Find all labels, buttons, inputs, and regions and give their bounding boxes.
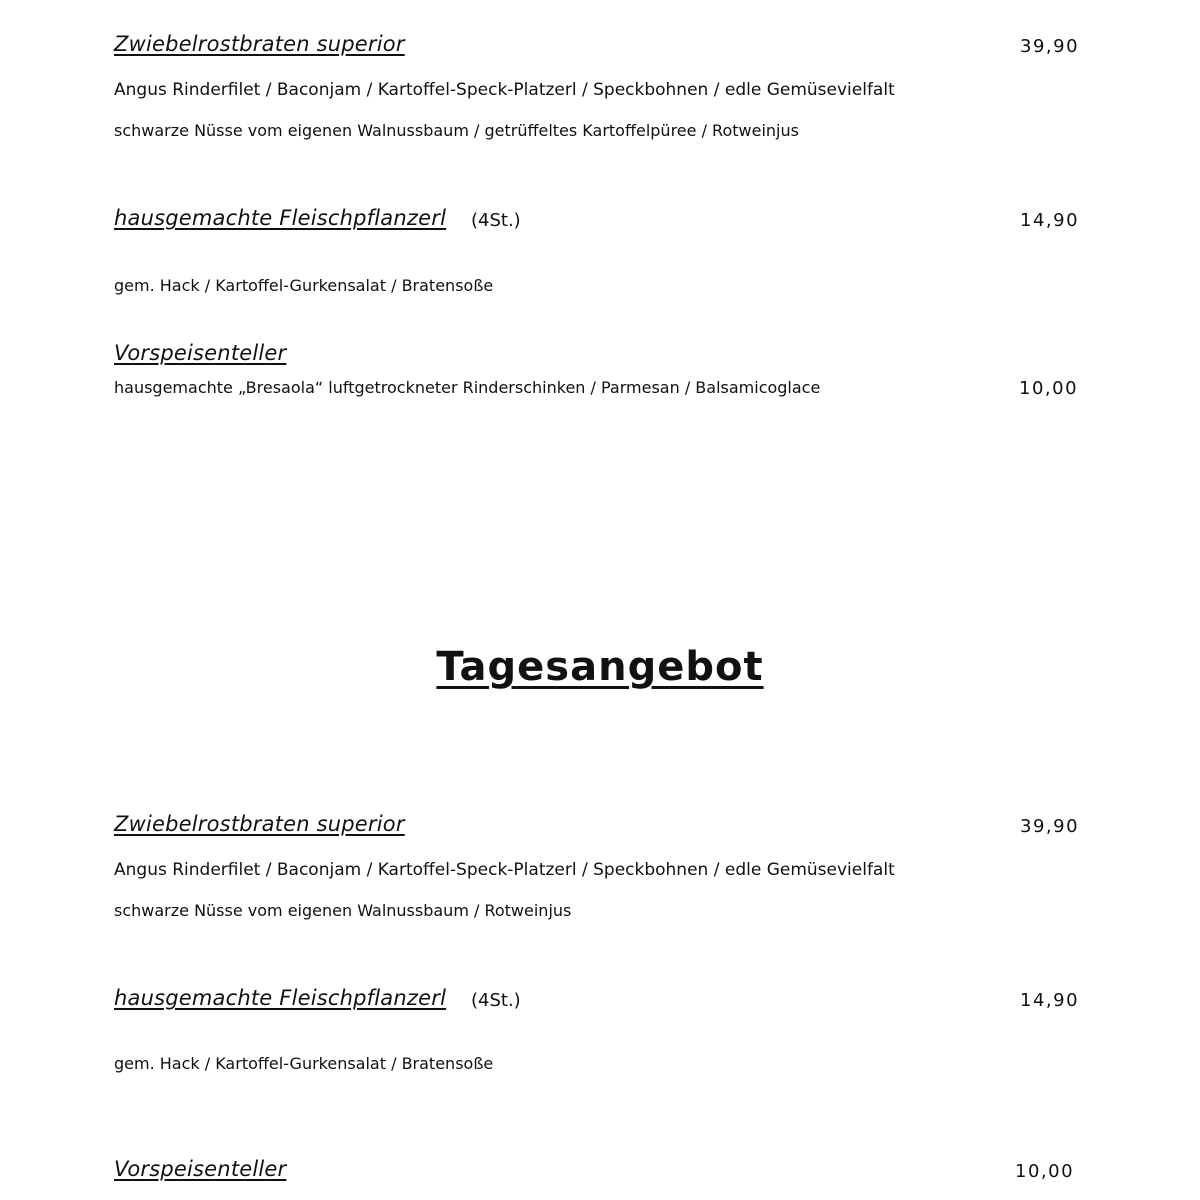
dish-price: 10,00 [1015, 1161, 1075, 1182]
dish-title: hausgemachte Fleischpflanzerl [114, 206, 447, 230]
dish-title: Vorspeisenteller [114, 341, 287, 365]
dish-description: Angus Rinderfilet / Baconjam / Kartoffel-Speck-Platzerl / Speckbohnen / edle Gemüsevielfalt [114, 80, 895, 100]
dish-description: gem. Hack / Kartoffel-Gurkensalat / Bratensoße [114, 1054, 494, 1073]
dish-price: 14,90 [1020, 990, 1080, 1011]
dish-price: 14,90 [1020, 210, 1080, 231]
dish-price: 39,90 [1020, 36, 1080, 57]
dish-description: schwarze Nüsse vom eigenen Walnussbaum / getrüffeltes Kartoffelpüree / Rotweinjus [114, 121, 799, 140]
dish-description: Angus Rinderfilet / Baconjam / Kartoffel-Speck-Platzerl / Speckbohnen / edle Gemüsevielfalt [114, 860, 895, 880]
dish-quantity: (4St.) [471, 990, 521, 1011]
dish-title: Zwiebelrostbraten superior [114, 32, 405, 56]
section-heading: Tagesangebot [436, 644, 764, 690]
dish-description: hausgemachte „Bresaola“ luftgetrockneter Rinderschinken / Parmesan / Balsamicoglace [114, 378, 821, 397]
dish-price: 10,00 [1019, 378, 1079, 399]
dish-description: gem. Hack / Kartoffel-Gurkensalat / Bratensoße [114, 276, 494, 295]
dish-title: Vorspeisenteller [114, 1157, 287, 1181]
dish-price: 39,90 [1020, 816, 1080, 837]
dish-quantity: (4St.) [471, 210, 521, 231]
dish-title: hausgemachte Fleischpflanzerl [114, 986, 447, 1010]
dish-title: Zwiebelrostbraten superior [114, 812, 405, 836]
dish-description: schwarze Nüsse vom eigenen Walnussbaum / Rotweinjus [114, 901, 572, 920]
